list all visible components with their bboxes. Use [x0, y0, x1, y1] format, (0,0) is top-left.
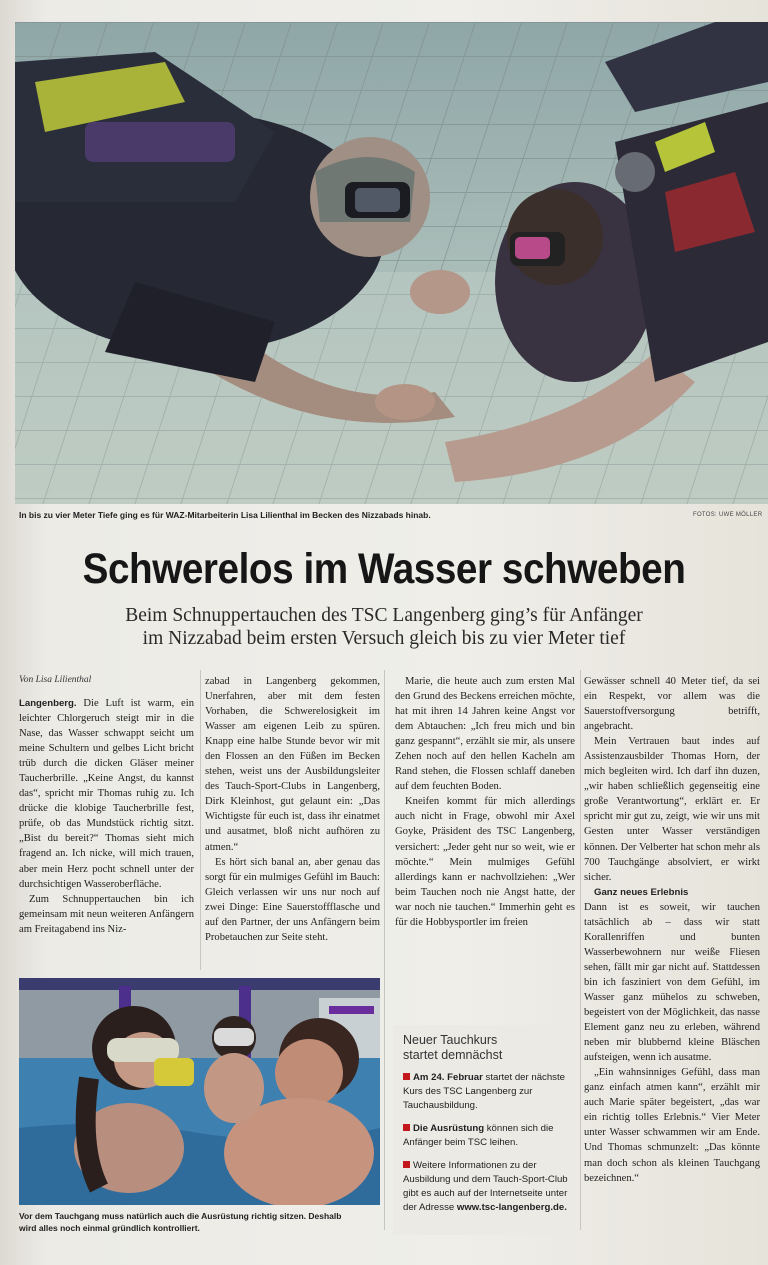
article-paragraph: „Ein wahnsinniges Gefühl, dass man ganz einfach atmen kann“, erzählt mir auch Marie später begeistert, „das war ein richtig tolles Erlebnis.“ Vier Meter unter Wasser schwammen wir am Ende. Und Thomas schmunzelt: „Das könnte man doch schon als kleinen Tauchgang bezeichnen.“	[584, 1067, 760, 1184]
club-website-link[interactable]: www.tsc-langenberg.de.	[456, 1202, 567, 1213]
article-headline: Schwerelos im Wasser schweben	[82, 545, 686, 593]
article-paragraph: Langenberg. Die Luft ist warm, ein leichter Chlorgeruch steigt mir in die Nase, das Wasser schwappt seicht um meine Schultern und gelbes Licht bricht trüb durch die dicken Gläser meiner Taucherbrille. „Keine Angst, du kannst das“, spricht mir Thomas ruhig zu. Ich drücke die klobige Taucherbrille fest, prüfe, ob das Mundstück richtig sitzt. „Bist du bereit?“ Thomas sieht mich fragend an. Ich nicke, will mich trauen, aber mein Herz pocht schnell unter der durchsichtigen Wasseroberfläche.	[19, 698, 194, 890]
article-paragraph: Mein Vertrauen baut indes auf Assistenzausbilder Thomas Horn, der mich begleiten wird. Ich darf ihn duzen, „wir haben schließlich gegenseitig eine große Verantwortung“, erklärt er. Er spricht mir gut zu, zeigt, wie wir uns mit Gesten unter Wasser verständigen können. Der Velberter hat schon mehr als 700 Tauchgänge absolviert, er wirkt sicher.	[584, 736, 760, 883]
article-paragraph: Zum Schnuppertauchen bin ich gemeinsam mit neun weiteren Anfängern am Freitagabend ins Niz-	[19, 893, 194, 935]
article-subheadline-line1: Beim Schnuppertauchen des TSC Langenberg ging’s für Anfänger	[125, 605, 643, 626]
article-subhead: Ganz neues Erlebnis	[594, 886, 689, 898]
red-square-bullet-icon	[403, 1161, 410, 1168]
pool-equipment-photo	[19, 978, 380, 1205]
info-box	[393, 1025, 575, 1235]
article-paragraph: zabad in Langenberg gekommen, Unerfahren, aber mit dem festen Vorhaben, die Schwerelosigkeit im Wasser am eigenen Leib zu spüren. Knapp eine halbe Stunde bevor wir mit den Flossen an den Füßen im Becken stehen, weist uns der Ausbildungsleiter des Tauch-Sport-Clubs in Langenberg, Dirk Kleinhost, gut gelaunt ein: „Das Wichtigste für euch ist, dass ihr einatmet und ausatmet, bloß nicht aufhören zu atmen.“	[205, 676, 380, 853]
bottom-photo-caption-line1: Vor dem Tauchgang muss natürlich auch die Ausrüstung richtig sitzen. Deshalb	[19, 1211, 342, 1221]
underwater-diving-photo	[15, 22, 768, 504]
article-column-2	[205, 674, 380, 945]
article-paragraph: Gewässer schnell 40 Meter tief, da sei ein Respekt, vor allem was die Sauerstoffversorgung betrifft, angebracht.	[584, 676, 760, 733]
article-paragraph: Marie, die heute auch zum ersten Mal den Grund des Beckens erreichen möchte, hat mit ihren 14 Jahren keine Angst vor dem Abtauchen: „Ich freu mich und bin ganz gespannt“, erzählt sie mir, als unsere Zehen noch auf den hellen Kacheln am Rand stehen, die Flossen schlaff daneben auf dem feuchten Boden.	[395, 676, 575, 793]
article-paragraph: Kneifen kommt für mich allerdings auch nicht in Frage, obwohl mir Axel Goyke, Präsident des TSC Langenberg, versichert: „Jeder geht nur so weit, wie er möchte.“ Mein mulmiges Gefühl allerdings kann er nachvollziehen: „Wer beim Tauchen noch nie Angst hatte, der war noch nie tauchen.“ Immerhin geht es für die Hobbysportler im freien	[395, 796, 575, 928]
info-box-title	[403, 1025, 575, 1063]
article-column-4	[584, 674, 760, 1186]
dateline: Langenberg.	[19, 698, 77, 709]
info-box-title-line2: startet demnächst	[403, 1048, 503, 1062]
pool-divers-image	[19, 978, 380, 1205]
byline: Von Lisa Lilienthal	[19, 675, 92, 685]
article-column-1	[19, 696, 194, 937]
red-square-bullet-icon	[403, 1073, 410, 1080]
underwater-divers-image	[15, 22, 768, 504]
info-box-title-line1: Neuer Tauchkurs	[403, 1033, 498, 1047]
info-item: Weitere Informationen zu der Ausbildung und dem Tauch-Sport-Club gibt es auch auf der Internetseite unter der Adresse www.tsc-langenberg.de.	[403, 1160, 568, 1213]
article-subheadline-line2: im Nizzabad beim ersten Versuch gleich bis zu vier Meter tief	[142, 628, 626, 649]
column-divider	[580, 670, 581, 1230]
info-item: Am 24. Februar startet der nächste Kurs des TSC Langenberg zur Tauchausbildung.	[403, 1072, 565, 1111]
red-square-bullet-icon	[403, 1124, 410, 1131]
info-item: Die Ausrüstung können sich die Anfänger beim TSC leihen.	[403, 1123, 554, 1148]
column-divider	[384, 670, 385, 1230]
top-photo-caption: In bis zu vier Meter Tiefe ging es für WAZ-Mitarbeiterin Lisa Lilienthal im Becken des Nizzabads hinab.	[19, 510, 431, 520]
article-paragraph: Es hört sich banal an, aber genau das sorgt für ein mulmiges Gefühl im Bauch: Gleich verlassen wir uns nur noch auf zwei Dinge: Eine Sauerstoffflasche und auf den Partner, der uns Anfängern beim Probetauchen zur Seite steht.	[205, 856, 380, 943]
article-paragraph: Dann ist es soweit, wir tauchen tatsächlich ab – dass wir statt Korallenriffen und bunten Wasserbewohnern nur weiße Fliesen sehen, fällt mir gar nicht auf. Stattdessen bin ich fasziniert von dem Gefühl, im Wasser ganz mühelos zu schweben, begeistert von der Möglichkeit, das nasse Element ganz neu zu erleben, während neben mir blubbernd kleine Bläschen aufsteigen, wenn ich ausatme.	[584, 901, 760, 1064]
article-column-3	[395, 674, 575, 930]
column-divider	[200, 670, 201, 970]
photo-credit: FOTOS: UWE MÖLLER	[693, 512, 763, 518]
bottom-photo-caption-line2: wird alles noch einmal gründlich kontrolliert.	[19, 1223, 200, 1233]
